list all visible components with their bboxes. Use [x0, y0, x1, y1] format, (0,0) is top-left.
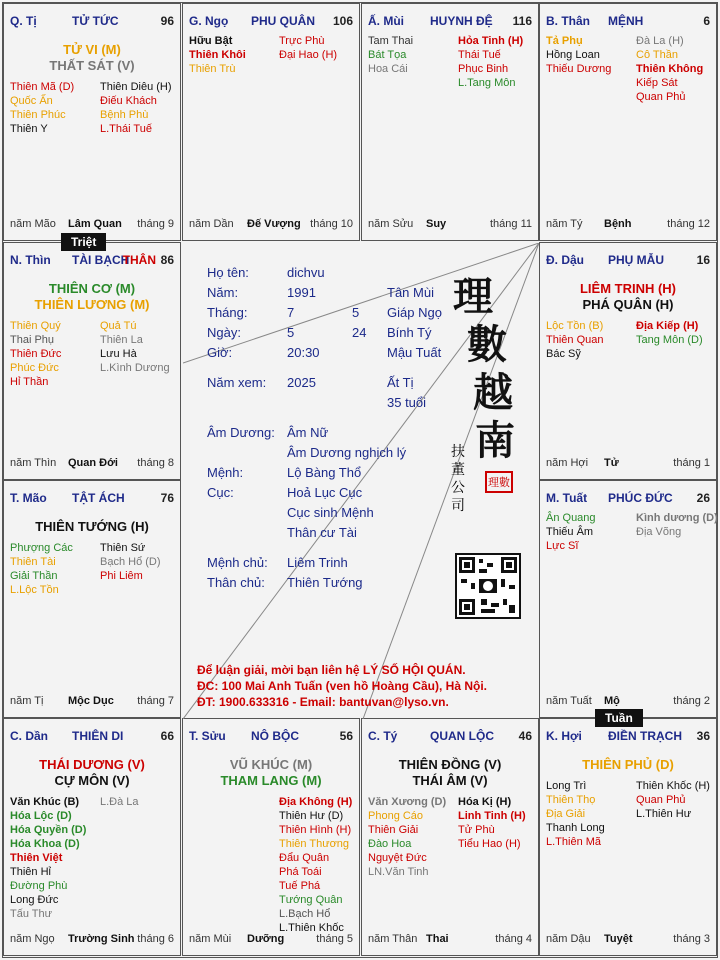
palace-footer: [10, 695, 174, 709]
palace-hoi[interactable]: [539, 718, 717, 956]
palace-mao[interactable]: [3, 480, 181, 718]
palace-footer: [368, 933, 532, 947]
minor-star: Tam Thai: [368, 35, 414, 47]
palace-month: tháng 1: [673, 457, 710, 469]
major-stars: [362, 757, 538, 789]
palace-month: tháng 4: [495, 933, 532, 945]
minor-stars-left: [368, 34, 452, 76]
palace-year: năm Dậu: [546, 933, 591, 945]
major-star: THÁI ÂM (V): [412, 773, 488, 788]
value-cuc: Hoả Lục Cục: [287, 485, 363, 500]
minor-star: Lộc Tồn (B): [546, 320, 604, 332]
palace-month: tháng 7: [137, 695, 174, 707]
minor-stars-right: [279, 34, 363, 62]
minor-star: Kình dương (D): [636, 512, 718, 524]
major-stars: [4, 281, 180, 313]
palace-stage: Bệnh: [604, 218, 632, 230]
minor-stars-left: [10, 319, 94, 389]
minor-star: Long Đức: [10, 894, 59, 906]
age: 35 tuổi: [387, 395, 427, 410]
major-stars: [540, 757, 716, 773]
palace-name: QUAN LỘC: [430, 729, 494, 743]
palace-number: 56: [339, 729, 353, 743]
minor-star: Thiên Hình (H): [279, 824, 352, 836]
minor-star: Đẩu Quân: [279, 852, 330, 864]
palace-canchi: T. Sửu: [189, 729, 226, 743]
palace-year: năm Mùi: [189, 933, 232, 945]
palace-stage: Mộc Dục: [68, 695, 114, 707]
minor-star: Thiên Thương: [279, 838, 350, 850]
value-cuc-note1: Cục sinh Mệnh: [287, 505, 374, 520]
major-stars: [183, 757, 359, 789]
palace-footer: [546, 457, 710, 471]
minor-star: Thiên Khốc (H): [636, 780, 710, 792]
value-thanchu: Thiên Tướng: [287, 575, 363, 590]
palace-number: 96: [160, 14, 174, 28]
palace-name: MỆNH: [608, 14, 644, 28]
tuan-marker: Tuần: [595, 709, 643, 727]
major-star: THIÊN CƠ (M): [48, 281, 136, 296]
minor-stars-right: [100, 319, 184, 375]
palace-footer: [189, 218, 353, 232]
palace-header: [368, 14, 532, 30]
minor-star: L.Kình Dương: [100, 362, 170, 374]
minor-star: Phi Liêm: [100, 570, 143, 582]
value-hour: 20:30: [287, 345, 320, 360]
label-view-year: Năm xem:: [207, 375, 267, 390]
major-star: THÁI DƯƠNG (V): [39, 757, 145, 772]
palace-stage: Tử: [604, 457, 619, 469]
label-name: Họ tên:: [207, 265, 249, 280]
minor-stars-left: [10, 80, 94, 136]
minor-star: Quốc Ấn: [10, 95, 53, 107]
minor-star: Thiên Hư (D): [279, 810, 344, 822]
value-month-solar: 7: [287, 305, 295, 320]
palace-stage: Lâm Quan: [68, 218, 122, 230]
minor-star: Hỏa Tinh (H): [458, 35, 524, 47]
palace-footer: [546, 218, 710, 232]
minor-star: Thanh Long: [546, 822, 605, 834]
major-star: TỬ VI (M): [63, 42, 121, 57]
palace-name: TỬ TỨC: [72, 14, 119, 28]
minor-stars-right: [636, 34, 720, 104]
minor-stars-left: [189, 34, 273, 76]
minor-star: Đào Hoa: [368, 838, 412, 850]
minor-star: L.Thiên Khốc: [279, 922, 344, 934]
minor-star: Thiên Hỉ: [10, 866, 51, 878]
minor-star: Quả Tú: [100, 320, 137, 332]
value-day-lunar: 5: [287, 325, 295, 340]
center-panel: [183, 243, 539, 719]
palace-number: 66: [160, 729, 174, 743]
major-star: THIÊN TƯỚNG (H): [35, 519, 149, 534]
minor-star: Thiên Việt: [10, 852, 63, 864]
palace-month: tháng 9: [137, 218, 174, 230]
palace-canchi: M. Tuất: [546, 491, 588, 505]
minor-star: Thiên Sứ: [100, 542, 146, 554]
minor-star: Cô Thần: [636, 49, 678, 61]
palace-canchi: B. Thân: [546, 14, 590, 28]
minor-star: Văn Xương (D): [368, 796, 447, 808]
minor-star: Tang Môn (D): [636, 334, 703, 346]
minor-star: Thiên Thọ: [546, 794, 596, 806]
palace-footer: [368, 218, 532, 232]
major-star: THIÊN ĐỒNG (V): [398, 757, 502, 772]
day-canchi: Bính Tý: [387, 325, 432, 340]
minor-star: LN.Văn Tinh: [368, 866, 429, 878]
major-stars: [540, 281, 716, 313]
palace-footer: [10, 933, 174, 947]
minor-stars-right: [458, 795, 542, 851]
minor-star: Ân Quang: [546, 512, 596, 524]
minor-star: Quan Phủ: [636, 91, 686, 103]
minor-star: Đại Hao (H): [279, 49, 338, 61]
logo-char-4: 南: [475, 417, 515, 464]
value-view-year: 2025: [287, 375, 316, 390]
palace-header: [368, 729, 532, 745]
contact-line-3: ĐT: 1900.633316 - Email: bantuvan@lyso.vn.: [197, 695, 449, 709]
palace-stage: Thai: [426, 933, 449, 945]
palace-header: [546, 253, 710, 269]
contact-line-1: Để luận giải, mời bạn liên hệ LÝ SỐ HỘI QUÁN.: [197, 663, 466, 677]
minor-stars-left: [10, 541, 94, 597]
than-marker: THÂN: [122, 253, 156, 267]
minor-star: Địa Không (H): [279, 796, 353, 808]
major-stars: [4, 42, 180, 74]
palace-header: [10, 253, 174, 269]
palace-stage: Quan Đới: [68, 457, 118, 469]
minor-star: L.Thái Tuế: [100, 123, 152, 135]
palace-year: năm Hợi: [546, 457, 589, 469]
minor-star: Thiên Mã (D): [10, 81, 75, 93]
palace-year: năm Ngọ: [10, 933, 55, 945]
palace-canchi: Ấ. Mùi: [368, 14, 404, 28]
palace-month: tháng 2: [673, 695, 710, 707]
minor-stars-right: [100, 795, 184, 809]
palace-canchi: C. Tý: [368, 729, 398, 743]
major-star: THAM LANG (M): [220, 773, 322, 788]
major-star: PHÁ QUÂN (H): [582, 297, 674, 312]
palace-name: THIÊN DI: [72, 729, 124, 743]
minor-star: Bạch Hổ (D): [100, 556, 161, 568]
palace-year: năm Thân: [368, 933, 418, 945]
palace-name: PHÚC ĐỨC: [608, 491, 673, 505]
minor-stars-left: [546, 319, 630, 361]
palace-stage: Mộ: [604, 695, 620, 707]
palace-month: tháng 5: [316, 933, 353, 945]
label-amduong: Âm Dương:: [207, 425, 275, 440]
major-star: THẤT SÁT (V): [49, 58, 135, 73]
palace-ti[interactable]: [3, 3, 181, 241]
palace-thin[interactable]: [3, 242, 181, 480]
minor-star: Thiên Trù: [189, 63, 236, 75]
minor-star: Đường Phù: [10, 880, 68, 892]
palace-suu[interactable]: [182, 718, 360, 956]
minor-star: Bát Tọa: [368, 49, 407, 61]
minor-star: Phượng Các: [10, 542, 73, 554]
palace-canchi: N. Thìn: [10, 253, 51, 267]
minor-star: L.Đà La: [100, 796, 139, 808]
qr-code[interactable]: [455, 553, 521, 619]
minor-star: Thiếu Âm: [546, 526, 594, 538]
major-stars: [4, 519, 180, 535]
minor-star: Thiên Đức: [10, 348, 62, 360]
minor-stars-right: [636, 779, 720, 821]
minor-star: Bác Sỹ: [546, 348, 581, 360]
palace-header: [546, 14, 710, 30]
minor-star: Thiên La: [100, 334, 143, 346]
palace-header: [10, 729, 174, 745]
palace-than[interactable]: [539, 3, 717, 241]
label-year: Năm:: [207, 285, 239, 300]
month-canchi: Giáp Ngọ: [387, 305, 442, 320]
minor-star: Tử Phù: [458, 824, 495, 836]
minor-star: Hỉ Thần: [10, 376, 49, 388]
logo-char-3: 越: [473, 369, 513, 416]
major-star: LIÊM TRINH (H): [579, 281, 677, 296]
palace-name: TẬT ÁCH: [72, 491, 125, 505]
palace-number: 26: [696, 491, 710, 505]
palace-year: năm Thìn: [10, 457, 57, 469]
palace-footer: [10, 218, 174, 232]
minor-star: Hữu Bật: [189, 35, 233, 47]
minor-star: Tả Phụ: [546, 35, 583, 47]
palace-header: [10, 14, 174, 30]
palace-month: tháng 12: [667, 218, 710, 230]
major-star: THIÊN PHỦ (D): [582, 757, 674, 772]
palace-name: HUYNH ĐỆ: [430, 14, 493, 28]
view-year-canchi: Ất Tị: [387, 375, 414, 390]
palace-number: 86: [160, 253, 174, 267]
palace-number: 46: [518, 729, 532, 743]
palace-stage: Suy: [426, 218, 447, 230]
minor-star: Thái Tuế: [458, 49, 501, 61]
minor-star: Tấu Thư: [10, 908, 53, 920]
minor-stars-right: [100, 541, 184, 583]
palace-number: 76: [160, 491, 174, 505]
minor-stars-right: [458, 34, 542, 90]
label-menhchu: Mệnh chủ:: [207, 555, 268, 570]
label-month: Tháng:: [207, 305, 248, 320]
palace-dau[interactable]: [539, 242, 717, 480]
palace-number: 116: [512, 14, 532, 28]
minor-star: Thiên Diêu (H): [100, 81, 172, 93]
minor-stars-right: [636, 319, 720, 347]
minor-star: Long Trì: [546, 780, 587, 792]
minor-star: Kiếp Sát: [636, 77, 678, 89]
value-year: 1991: [287, 285, 316, 300]
value-amduong-note: Âm Dương nghịch lý: [287, 445, 407, 460]
minor-star: Thiên Khôi: [189, 49, 246, 61]
minor-star: Lực Sĩ: [546, 540, 579, 552]
minor-star: Phá Toái: [279, 866, 322, 878]
label-menh: Mệnh:: [207, 465, 244, 480]
hour-canchi: Mậu Tuất: [387, 345, 442, 360]
minor-star: Trực Phù: [279, 35, 325, 47]
palace-stage: Đế Vượng: [247, 218, 301, 230]
minor-star: Nguyệt Đức: [368, 852, 427, 864]
value-month-lunar: 5: [352, 305, 360, 320]
palace-number: 106: [332, 14, 353, 28]
minor-star: Linh Tinh (H): [458, 810, 526, 822]
value-menhchu: Liêm Trinh: [287, 555, 348, 570]
logo-char-1: 理: [453, 273, 493, 320]
minor-star: Thiếu Dương: [546, 63, 612, 75]
major-star: CỰ MÔN (V): [54, 773, 130, 788]
value-amduong: Âm Nữ: [287, 425, 329, 440]
minor-stars-left: [368, 795, 452, 879]
year-canchi: Tân Mùi: [387, 285, 434, 300]
triet-marker: Triệt: [61, 233, 106, 251]
palace-tuat[interactable]: [539, 480, 717, 718]
contact-line-2: ĐC: 100 Mai Anh Tuấn (ven hồ Hoàng Cầu), Hà Nội.: [197, 679, 488, 693]
palace-header: [189, 14, 353, 30]
minor-star: Thai Phụ: [10, 334, 55, 346]
palace-name: PHỤ MẪU: [608, 253, 664, 267]
major-stars: [4, 757, 180, 789]
palace-canchi: Q. Tị: [10, 14, 37, 28]
palace-month: tháng 6: [137, 933, 174, 945]
minor-star: Thiên Tài: [10, 556, 56, 568]
minor-star: Thiên Quý: [10, 320, 61, 332]
palace-stage: Dưỡng: [247, 933, 285, 945]
minor-stars-left: [546, 779, 630, 849]
value-name: dichvu: [287, 265, 325, 280]
palace-year: năm Mão: [10, 218, 56, 230]
minor-star: Đà La (H): [636, 35, 684, 47]
minor-star: Hóa Khoa (D): [10, 838, 80, 850]
minor-star: L.Thiên Hư: [636, 808, 692, 820]
minor-stars-left: [546, 34, 630, 76]
major-star: VŨ KHÚC (M): [229, 757, 313, 772]
major-star: THIÊN LƯƠNG (M): [34, 297, 150, 312]
value-cuc-note2: Thân cư Tài: [287, 525, 357, 540]
logo-char-2: 數: [467, 321, 507, 368]
palace-header: [189, 729, 353, 745]
minor-star: Phục Binh: [458, 63, 509, 75]
minor-star: L.Bạch Hổ: [279, 908, 331, 920]
palace-year: năm Tị: [10, 695, 44, 707]
palace-footer: [189, 933, 353, 947]
palace-footer: [546, 933, 710, 947]
minor-star: Hóa Quyền (D): [10, 824, 87, 836]
minor-star: Thiên Phúc: [10, 109, 66, 121]
minor-star: L.Tang Môn: [458, 77, 516, 89]
palace-footer: [10, 457, 174, 471]
palace-name: ĐIỀN TRẠCH: [608, 729, 682, 743]
minor-star: Lưu Hà: [100, 348, 137, 360]
logo-seal: 理數: [485, 471, 513, 493]
minor-star: Hoa Cái: [368, 63, 408, 75]
value-menh: Lộ Bàng Thổ: [287, 465, 362, 480]
palace-year: năm Tuất: [546, 695, 592, 707]
minor-star: L.Lộc Tồn: [10, 584, 59, 596]
palace-number: 36: [696, 729, 710, 743]
palace-stage: Tuyệt: [604, 933, 633, 945]
minor-stars-left: [546, 511, 630, 553]
minor-stars-left: [10, 795, 94, 921]
palace-header: [10, 491, 174, 507]
minor-star: Thiên Y: [10, 123, 48, 135]
minor-star: Điếu Khách: [100, 95, 157, 107]
minor-star: Phúc Đức: [10, 362, 59, 374]
minor-stars-right: [279, 795, 363, 935]
palace-stage: Trường Sinh: [68, 933, 135, 945]
palace-month: tháng 8: [137, 457, 174, 469]
minor-star: Địa Võng: [636, 526, 682, 538]
palace-name: NÔ BỘC: [251, 729, 299, 743]
minor-star: Quan Phủ: [636, 794, 686, 806]
palace-month: tháng 3: [673, 933, 710, 945]
palace-header: [546, 491, 710, 507]
palace-number: 16: [696, 253, 710, 267]
minor-star: Bệnh Phù: [100, 109, 149, 121]
value-day-solar: 24: [352, 325, 367, 340]
palace-number: 6: [703, 14, 710, 28]
label-day: Ngày:: [207, 325, 241, 340]
palace-month: tháng 11: [489, 218, 532, 230]
minor-star: Thiên Quan: [546, 334, 604, 346]
minor-stars-right: [636, 511, 720, 539]
minor-star: Hồng Loan: [546, 49, 600, 61]
minor-stars-right: [100, 80, 184, 136]
palace-mui[interactable]: [361, 3, 539, 241]
palace-year: năm Dần: [189, 218, 234, 230]
palace-canchi: C. Dần: [10, 729, 49, 743]
minor-star: Giải Thần: [10, 570, 58, 582]
minor-star: Địa Giải: [546, 808, 586, 820]
minor-star: Tiểu Hao (H): [458, 838, 521, 850]
minor-star: Tướng Quân: [279, 894, 343, 906]
minor-star: Địa Kiếp (H): [636, 320, 699, 332]
palace-canchi: G. Ngọ: [189, 14, 229, 28]
palace-header: [546, 729, 710, 745]
minor-star: Văn Khúc (B): [10, 796, 80, 808]
minor-star: Hóa Kị (H): [458, 796, 512, 808]
palace-ngo[interactable]: [182, 3, 360, 241]
label-hour: Giờ:: [207, 345, 233, 360]
minor-star: Thiên Không: [636, 63, 704, 75]
minor-star: Tuế Phá: [279, 880, 321, 892]
palace-canchi: T. Mão: [10, 491, 47, 505]
minor-star: Hóa Lộc (D): [10, 810, 72, 822]
chart-grid: [2, 2, 718, 958]
palace-canchi: Đ. Dậu: [546, 253, 585, 267]
palace-name: TÀI BẠCH: [72, 253, 130, 267]
label-thanchu: Thân chủ:: [207, 575, 265, 590]
palace-name: PHU QUÂN: [251, 14, 316, 28]
label-cuc: Cục:: [207, 485, 234, 500]
palace-month: tháng 10: [310, 218, 353, 230]
minor-star: Thiên Giải: [368, 824, 419, 836]
palace-ty[interactable]: [361, 718, 539, 956]
palace-year: năm Sửu: [368, 218, 414, 230]
palace-canchi: K. Hợi: [546, 729, 582, 743]
minor-star: Phong Cáo: [368, 810, 424, 822]
logo: [453, 273, 515, 465]
minor-star: L.Thiên Mã: [546, 836, 602, 848]
palace-dan[interactable]: [3, 718, 181, 956]
palace-year: năm Tý: [546, 218, 583, 230]
palace-footer: [546, 695, 710, 709]
logo-subtitle: 扶董公司: [451, 444, 465, 514]
